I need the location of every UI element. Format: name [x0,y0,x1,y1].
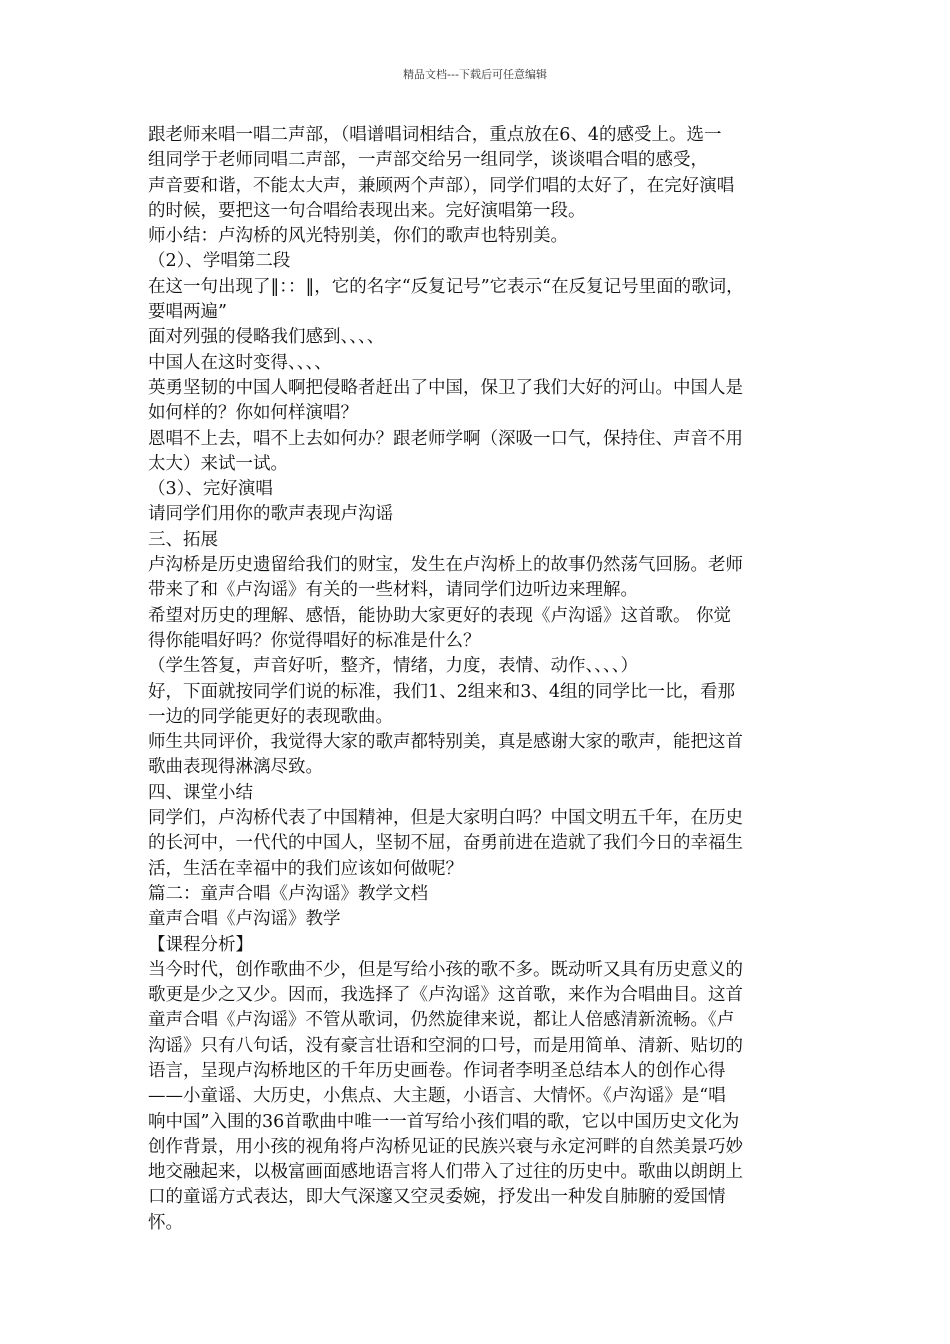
text-line: 恩唱不上去，唱不上去如何办？跟老师学啊（深吸一口气，保持住、声音不用 [148,428,743,449]
text-line: 当今时代，创作歌曲不少，但是写给小孩的歌不多。既动听又具有历史意义的 [148,959,743,980]
text-line: 童声合唱《卢沟谣》教学 [148,909,341,930]
text-line: 歌更是少之又少。因而，我选择了《卢沟谣》这首歌，来作为合唱曲目。这首 [148,985,743,1006]
page-header: 精品文档---下载后可任意编辑 [403,68,547,81]
text-line: 创作背景，用小孩的视角将卢沟桥见证的民族兴衰与永定河畔的自然美景巧妙 [148,1136,743,1157]
text-line: （3）、完好演唱 [148,479,273,500]
text-line: 怀。 [148,1212,183,1233]
text-line: 口的童谣方式表达，即大气深邃又空灵委婉，抒发出一种发自肺腑的爱国情 [148,1187,726,1208]
text-line: 好，下面就按同学们说的标准，我们1、2组来和3、4组的同学比一比，看那 [148,681,736,702]
text-line: 跟老师来唱一唱二声部，（唱谱唱词相结合，重点放在6、4的感受上。选一 [148,125,722,145]
text-line: 响中国”入围的36首歌曲中唯一一首写给小孩们唱的歌，它以中国历史文化为 [148,1111,740,1132]
text-line: 语言，呈现卢沟桥地区的千年历史画卷。作词者李明圣总结本人的创作心得 [148,1060,726,1081]
text-line: 要唱两遍” [148,302,227,323]
text-line: 师小结：卢沟桥的风光特别美，你们的歌声也特别美。 [148,226,568,247]
text-line: （2）、学唱第二段 [148,251,291,272]
text-line: 的时候，要把这一句合唱给表现出来。完好演唱第一段。 [148,200,586,221]
text-line: 同学们，卢沟桥代表了中国精神，但是大家明白吗？中国文明五千年，在历史 [148,808,743,829]
text-line: 师生共同评价，我觉得大家的歌声都特别美，真是感谢大家的歌声，能把这首 [148,732,743,753]
text-line: 在这一句出现了‖：：‖，它的名字“反复记号”它表示“在反复记号里面的歌词， [148,276,744,297]
text-line: 希望对历史的理解、感悟，能协助大家更好的表现《卢沟谣》这首歌。 你觉 [148,605,732,626]
text-line: 一边的同学能更好的表现歌曲。 [148,706,393,727]
document-body [148,123,810,1236]
text-line: 如何样的？你如何样演唱？ [148,403,358,424]
text-line: 中国人在这时变得、、、、 [148,352,332,373]
text-line: 三、拓展 [148,529,218,550]
text-line: 童声合唱《卢沟谣》不管从歌词，仍然旋律来说，都让人倍感清新流畅。《卢 [148,1010,735,1031]
text-line: 太大）来试一试。 [148,453,288,474]
text-line: 歌曲表现得淋漓尽致。 [148,757,323,778]
text-line: 英勇坚韧的中国人啊把侵略者赶出了中国，保卫了我们大好的河山。中国人是 [148,377,743,398]
text-line: 声音要和谐，不能太大声，兼顾两个声部），同学们唱的太好了，在完好演唱 [148,175,735,196]
text-line: 沟谣》只有八句话，没有豪言壮语和空洞的口号，而是用简单、清新、贴切的 [148,1035,743,1056]
text-line: 四、课堂小结 [148,782,253,803]
text-line: 面对列强的侵略我们感到、、、、 [148,327,385,348]
text-line: 地交融起来，以极富画面感地语言将人们带入了过往的历史中。歌曲以朗朗上 [148,1162,743,1183]
text-line: 请同学们用你的歌声表现卢沟谣 [148,504,393,525]
text-line: 组同学于老师同唱二声部，一声部交给另一组同学，谈谈唱合唱的感受， [148,150,708,171]
text-line: 得你能唱好吗？你觉得唱好的标准是什么？ [148,630,481,651]
text-line: ——小童谣、大历史，小焦点、大主题，小语言、大情怀。《卢沟谣》是“唱 [148,1086,726,1107]
text-line: 【课程分析】 [148,934,253,955]
text-line: 篇二：童声合唱《卢沟谣》教学文档 [148,883,428,904]
text-line: 的长河中，一代代的中国人，坚韧不屈，奋勇前进在造就了我们今日的幸福生 [148,833,743,854]
text-line: 带来了和《卢沟谣》有关的一些材料，请同学们边听边来理解。 [148,580,638,601]
text-line: （学生答复，声音好听，整齐，情绪，力度，表情、动作、、、、） [148,656,638,677]
text-line: 卢沟桥是历史遗留给我们的财宝，发生在卢沟桥上的故事仍然荡气回肠。老师 [148,555,743,576]
text-line: 活，生活在幸福中的我们应该如何做呢？ [148,858,463,879]
